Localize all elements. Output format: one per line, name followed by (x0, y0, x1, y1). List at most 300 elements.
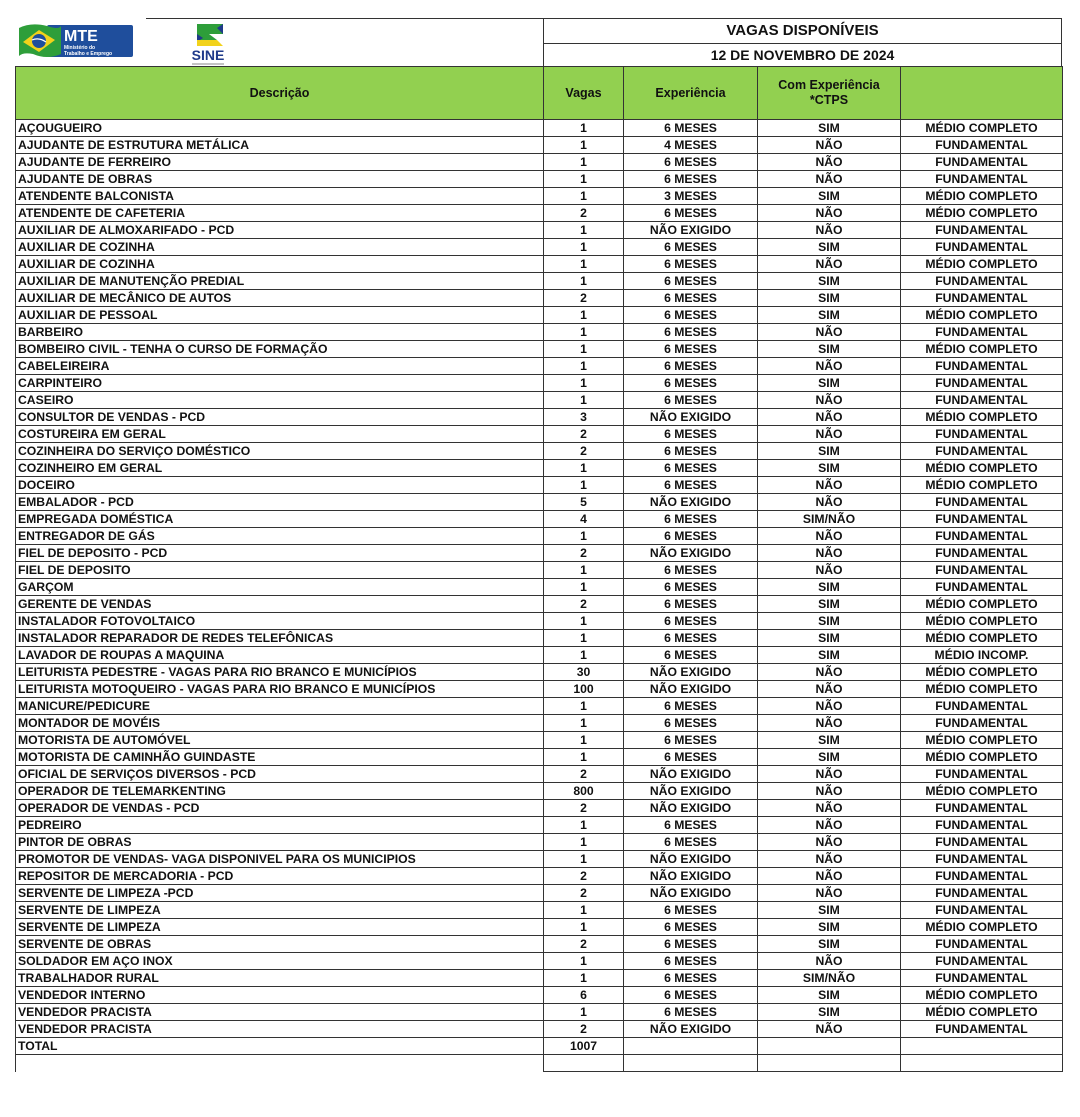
cell-escolaridade: MÉDIO COMPLETO (901, 732, 1063, 749)
cell-descricao: AUXILIAR DE MANUTENÇÃO PREDIAL (16, 273, 544, 290)
cell-vagas: 1 (544, 851, 624, 868)
cell-com-experiencia: NÃO (758, 817, 901, 834)
total-label: TOTAL (16, 1038, 544, 1055)
cell-escolaridade: MÉDIO COMPLETO (901, 409, 1063, 426)
table-row (16, 987, 1063, 1004)
cell-escolaridade: FUNDAMENTAL (901, 443, 1063, 460)
blank-cell (901, 1055, 1063, 1072)
table-header-row (16, 67, 1063, 120)
cell-descricao: AUXILIAR DE COZINHA (16, 239, 544, 256)
cell-descricao: OPERADOR DE VENDAS - PCD (16, 800, 544, 817)
cell-descricao: CABELEIREIRA (16, 358, 544, 375)
cell-descricao: MANICURE/PEDICURE (16, 698, 544, 715)
cell-escolaridade: FUNDAMENTAL (901, 171, 1063, 188)
cell-com-experiencia: SIM/NÃO (758, 511, 901, 528)
cell-escolaridade: FUNDAMENTAL (901, 579, 1063, 596)
cell-experiencia: 6 MESES (624, 919, 758, 936)
cell-vagas: 30 (544, 664, 624, 681)
table-row (16, 239, 1063, 256)
cell-descricao: AJUDANTE DE FERREIRO (16, 154, 544, 171)
cell-escolaridade: FUNDAMENTAL (901, 902, 1063, 919)
cell-com-experiencia: SIM (758, 120, 901, 137)
table-row (16, 817, 1063, 834)
cell-com-experiencia: SIM (758, 732, 901, 749)
cell-descricao: CARPINTEIRO (16, 375, 544, 392)
table-row (16, 443, 1063, 460)
cell-vagas: 2 (544, 205, 624, 222)
cell-escolaridade: FUNDAMENTAL (901, 358, 1063, 375)
cell-descricao: EMPREGADA DOMÉSTICA (16, 511, 544, 528)
cell-experiencia: 6 MESES (624, 698, 758, 715)
cell-com-experiencia: NÃO (758, 154, 901, 171)
cell-escolaridade: MÉDIO COMPLETO (901, 919, 1063, 936)
cell-com-experiencia: NÃO (758, 426, 901, 443)
table-row (16, 290, 1063, 307)
cell-experiencia: 6 MESES (624, 715, 758, 732)
cell-vagas: 1 (544, 698, 624, 715)
cell-com-experiencia: SIM (758, 460, 901, 477)
cell-com-experiencia: NÃO (758, 1021, 901, 1038)
cell-experiencia: 6 MESES (624, 647, 758, 664)
cell-escolaridade: FUNDAMENTAL (901, 290, 1063, 307)
cell-descricao: SERVENTE DE LIMPEZA -PCD (16, 885, 544, 902)
cell-vagas: 100 (544, 681, 624, 698)
cell-com-experiencia: SIM (758, 613, 901, 630)
cell-vagas: 1 (544, 647, 624, 664)
cell-com-experiencia: NÃO (758, 256, 901, 273)
cell-experiencia: 6 MESES (624, 171, 758, 188)
cell-vagas: 1 (544, 749, 624, 766)
cell-com-experiencia: SIM (758, 273, 901, 290)
cell-experiencia: NÃO EXIGIDO (624, 885, 758, 902)
cell-vagas: 1 (544, 341, 624, 358)
cell-descricao: DOCEIRO (16, 477, 544, 494)
cell-vagas: 1 (544, 324, 624, 341)
cell-escolaridade: FUNDAMENTAL (901, 511, 1063, 528)
cell-com-experiencia: SIM (758, 188, 901, 205)
table-row (16, 868, 1063, 885)
cell-com-experiencia: SIM/NÃO (758, 970, 901, 987)
cell-experiencia: 6 MESES (624, 375, 758, 392)
cell-escolaridade: MÉDIO COMPLETO (901, 205, 1063, 222)
cell-descricao: OPERADOR DE TELEMARKENTING (16, 783, 544, 800)
table-row (16, 732, 1063, 749)
cell-vagas: 1 (544, 460, 624, 477)
cell-descricao: AUXILIAR DE ALMOXARIFADO - PCD (16, 222, 544, 239)
cell-experiencia: NÃO EXIGIDO (624, 545, 758, 562)
cell-com-experiencia: SIM (758, 375, 901, 392)
table-row (16, 800, 1063, 817)
cell-escolaridade: MÉDIO COMPLETO (901, 1004, 1063, 1021)
cell-vagas: 1 (544, 154, 624, 171)
cell-descricao: INSTALADOR FOTOVOLTAICO (16, 613, 544, 630)
cell-escolaridade: FUNDAMENTAL (901, 562, 1063, 579)
cell-escolaridade: FUNDAMENTAL (901, 936, 1063, 953)
cell-escolaridade: MÉDIO COMPLETO (901, 120, 1063, 137)
cell-experiencia: NÃO EXIGIDO (624, 681, 758, 698)
cell-experiencia: 6 MESES (624, 392, 758, 409)
cell-vagas: 1 (544, 256, 624, 273)
column-header-descricao: Descrição (16, 67, 544, 120)
cell-experiencia: NÃO EXIGIDO (624, 800, 758, 817)
cell-escolaridade: MÉDIO COMPLETO (901, 341, 1063, 358)
cell-vagas: 1 (544, 579, 624, 596)
cell-vagas: 1 (544, 273, 624, 290)
column-header-com-experiencia (758, 67, 901, 120)
cell-escolaridade: FUNDAMENTAL (901, 528, 1063, 545)
cell-descricao: INSTALADOR REPARADOR DE REDES TELEFÔNICAS (16, 630, 544, 647)
cell-escolaridade: FUNDAMENTAL (901, 154, 1063, 171)
cell-vagas: 1 (544, 732, 624, 749)
table-row (16, 137, 1063, 154)
cell-experiencia: 6 MESES (624, 324, 758, 341)
cell-vagas: 1 (544, 392, 624, 409)
table-row (16, 511, 1063, 528)
cell-escolaridade: MÉDIO COMPLETO (901, 477, 1063, 494)
cell-escolaridade: MÉDIO COMPLETO (901, 749, 1063, 766)
table-row (16, 783, 1063, 800)
cell-experiencia: 6 MESES (624, 120, 758, 137)
table-row (16, 596, 1063, 613)
cell-experiencia: 6 MESES (624, 358, 758, 375)
table-row (16, 562, 1063, 579)
job-vacancies-sheet (15, 18, 1062, 1072)
mte-logo-text: MTE (64, 28, 98, 45)
cell-com-experiencia: NÃO (758, 545, 901, 562)
cell-vagas: 1 (544, 562, 624, 579)
cell-descricao: FIEL DE DEPOSITO (16, 562, 544, 579)
table-row (16, 528, 1063, 545)
blank-cell (16, 1055, 544, 1072)
cell-escolaridade: FUNDAMENTAL (901, 375, 1063, 392)
table-row (16, 698, 1063, 715)
cell-escolaridade: MÉDIO COMPLETO (901, 630, 1063, 647)
table-row (16, 154, 1063, 171)
cell-vagas: 1 (544, 902, 624, 919)
cell-escolaridade: FUNDAMENTAL (901, 273, 1063, 290)
cell-com-experiencia: NÃO (758, 171, 901, 188)
cell-escolaridade: FUNDAMENTAL (901, 817, 1063, 834)
cell-experiencia: 6 MESES (624, 579, 758, 596)
mte-logo (17, 22, 135, 60)
cell-experiencia: 6 MESES (624, 341, 758, 358)
cell-descricao: GARÇOM (16, 579, 544, 596)
cell-vagas: 4 (544, 511, 624, 528)
cell-escolaridade: FUNDAMENTAL (901, 1021, 1063, 1038)
svg-text:Ministério do: Ministério do (64, 45, 96, 51)
cell-experiencia: 6 MESES (624, 239, 758, 256)
cell-experiencia: NÃO EXIGIDO (624, 494, 758, 511)
total-empty-cell (624, 1038, 758, 1055)
cell-com-experiencia: NÃO (758, 783, 901, 800)
cell-com-experiencia: NÃO (758, 477, 901, 494)
cell-escolaridade: FUNDAMENTAL (901, 800, 1063, 817)
sheet-header (15, 18, 1062, 66)
cell-escolaridade: MÉDIO COMPLETO (901, 256, 1063, 273)
cell-descricao: BOMBEIRO CIVIL - TENHA O CURSO DE FORMAÇÃO (16, 341, 544, 358)
table-row (16, 630, 1063, 647)
cell-vagas: 1 (544, 613, 624, 630)
cell-experiencia: NÃO EXIGIDO (624, 664, 758, 681)
cell-com-experiencia: SIM (758, 443, 901, 460)
cell-descricao: TRABALHADOR RURAL (16, 970, 544, 987)
cell-descricao: AJUDANTE DE ESTRUTURA METÁLICA (16, 137, 544, 154)
cell-com-experiencia: SIM (758, 987, 901, 1004)
cell-descricao: OFICIAL DE SERVIÇOS DIVERSOS - PCD (16, 766, 544, 783)
cell-escolaridade: FUNDAMENTAL (901, 222, 1063, 239)
cell-com-experiencia: SIM (758, 902, 901, 919)
cell-escolaridade: MÉDIO INCOMP. (901, 647, 1063, 664)
title-box (543, 18, 1062, 66)
cell-vagas: 1 (544, 630, 624, 647)
cell-experiencia: 6 MESES (624, 443, 758, 460)
cell-escolaridade: FUNDAMENTAL (901, 545, 1063, 562)
cell-com-experiencia: NÃO (758, 494, 901, 511)
cell-descricao: SERVENTE DE OBRAS (16, 936, 544, 953)
table-row (16, 613, 1063, 630)
cell-experiencia: 6 MESES (624, 732, 758, 749)
table-row (16, 188, 1063, 205)
cell-vagas: 2 (544, 936, 624, 953)
table-row (16, 970, 1063, 987)
cell-com-experiencia: SIM (758, 579, 901, 596)
cell-vagas: 2 (544, 800, 624, 817)
cell-descricao: AJUDANTE DE OBRAS (16, 171, 544, 188)
cell-experiencia: NÃO EXIGIDO (624, 766, 758, 783)
cell-vagas: 2 (544, 868, 624, 885)
cell-vagas: 5 (544, 494, 624, 511)
table-row (16, 834, 1063, 851)
blank-cell (758, 1055, 901, 1072)
column-header-escolaridade (901, 67, 1063, 120)
cell-com-experiencia: SIM (758, 341, 901, 358)
cell-descricao: PROMOTOR DE VENDAS- VAGA DISPONIVEL PARA OS MUNICIPIOS (16, 851, 544, 868)
table-row (16, 307, 1063, 324)
cell-escolaridade: MÉDIO COMPLETO (901, 460, 1063, 477)
total-empty-cell (901, 1038, 1063, 1055)
table-row (16, 273, 1063, 290)
cell-vagas: 1 (544, 171, 624, 188)
table-row (16, 426, 1063, 443)
cell-descricao: PINTOR DE OBRAS (16, 834, 544, 851)
cell-vagas: 1 (544, 137, 624, 154)
cell-experiencia: 6 MESES (624, 426, 758, 443)
table-row (16, 324, 1063, 341)
cell-descricao: AÇOUGUEIRO (16, 120, 544, 137)
table-row (16, 205, 1063, 222)
cell-com-experiencia: NÃO (758, 392, 901, 409)
cell-escolaridade: FUNDAMENTAL (901, 715, 1063, 732)
cell-experiencia: 6 MESES (624, 953, 758, 970)
cell-com-experiencia: NÃO (758, 698, 901, 715)
table-row (16, 171, 1063, 188)
cell-vagas: 2 (544, 885, 624, 902)
cell-experiencia: 6 MESES (624, 817, 758, 834)
cell-com-experiencia: NÃO (758, 324, 901, 341)
cell-descricao: LAVADOR DE ROUPAS A MAQUINA (16, 647, 544, 664)
total-row (16, 1038, 1063, 1055)
cell-experiencia: 6 MESES (624, 987, 758, 1004)
logos-area (15, 18, 543, 66)
cell-experiencia: 6 MESES (624, 205, 758, 222)
table-row (16, 341, 1063, 358)
cell-escolaridade: FUNDAMENTAL (901, 239, 1063, 256)
cell-vagas: 1 (544, 239, 624, 256)
cell-com-experiencia: NÃO (758, 137, 901, 154)
cell-descricao: MOTORISTA DE CAMINHÃO GUINDASTE (16, 749, 544, 766)
cell-experiencia: NÃO EXIGIDO (624, 851, 758, 868)
cell-com-experiencia: NÃO (758, 715, 901, 732)
svg-text:Trabalho e Emprego: Trabalho e Emprego (64, 51, 113, 57)
report-date: 12 DE NOVEMBRO DE 2024 (710, 47, 895, 63)
cell-com-experiencia: NÃO (758, 800, 901, 817)
blank-row (16, 1055, 1063, 1072)
cell-descricao: SERVENTE DE LIMPEZA (16, 919, 544, 936)
table-row (16, 902, 1063, 919)
cell-experiencia: 6 MESES (624, 528, 758, 545)
table-row (16, 953, 1063, 970)
cell-experiencia: 6 MESES (624, 460, 758, 477)
table-row (16, 392, 1063, 409)
table-row (16, 885, 1063, 902)
cell-descricao: ENTREGADOR DE GÁS (16, 528, 544, 545)
cell-com-experiencia: NÃO (758, 766, 901, 783)
cell-escolaridade: FUNDAMENTAL (901, 698, 1063, 715)
cell-vagas: 1 (544, 919, 624, 936)
cell-vagas: 1 (544, 120, 624, 137)
cell-descricao: REPOSITOR DE MERCADORIA - PCD (16, 868, 544, 885)
blank-cell (624, 1055, 758, 1072)
cell-descricao: FIEL DE DEPOSITO - PCD (16, 545, 544, 562)
cell-com-experiencia: SIM (758, 630, 901, 647)
cell-escolaridade: FUNDAMENTAL (901, 953, 1063, 970)
table-row (16, 358, 1063, 375)
cell-escolaridade: MÉDIO COMPLETO (901, 596, 1063, 613)
cell-escolaridade: FUNDAMENTAL (901, 868, 1063, 885)
cell-com-experiencia: NÃO (758, 205, 901, 222)
cell-com-experiencia: NÃO (758, 851, 901, 868)
cell-vagas: 1 (544, 188, 624, 205)
cell-vagas: 1 (544, 817, 624, 834)
cell-escolaridade: MÉDIO COMPLETO (901, 681, 1063, 698)
cell-escolaridade: MÉDIO COMPLETO (901, 307, 1063, 324)
cell-com-experiencia: NÃO (758, 868, 901, 885)
cell-descricao: BARBEIRO (16, 324, 544, 341)
cell-com-experiencia: NÃO (758, 528, 901, 545)
column-header-vagas: Vagas (544, 67, 624, 120)
cell-escolaridade: MÉDIO COMPLETO (901, 613, 1063, 630)
table-row (16, 222, 1063, 239)
cell-descricao: COZINHEIRO EM GERAL (16, 460, 544, 477)
cell-experiencia: 6 MESES (624, 613, 758, 630)
cell-escolaridade: FUNDAMENTAL (901, 970, 1063, 987)
cell-descricao: SOLDADOR EM AÇO INOX (16, 953, 544, 970)
vacancies-table (15, 66, 1063, 1072)
table-row (16, 494, 1063, 511)
table-row (16, 409, 1063, 426)
cell-vagas: 2 (544, 1021, 624, 1038)
cell-escolaridade: MÉDIO COMPLETO (901, 783, 1063, 800)
cell-vagas: 1 (544, 477, 624, 494)
cell-experiencia: 6 MESES (624, 477, 758, 494)
cell-escolaridade: FUNDAMENTAL (901, 392, 1063, 409)
cell-descricao: LEITURISTA PEDESTRE - VAGAS PARA RIO BRANCO E MUNICÍPIOS (16, 664, 544, 681)
cell-experiencia: NÃO EXIGIDO (624, 1021, 758, 1038)
cell-descricao: PEDREIRO (16, 817, 544, 834)
cell-descricao: CASEIRO (16, 392, 544, 409)
cell-experiencia: 6 MESES (624, 902, 758, 919)
cell-vagas: 1 (544, 307, 624, 324)
cell-escolaridade: FUNDAMENTAL (901, 885, 1063, 902)
cell-descricao: ATENDENTE DE CAFETERIA (16, 205, 544, 222)
cell-vagas: 1 (544, 375, 624, 392)
cell-escolaridade: MÉDIO COMPLETO (901, 664, 1063, 681)
total-empty-cell (758, 1038, 901, 1055)
cell-experiencia: 6 MESES (624, 596, 758, 613)
sine-logo (183, 20, 233, 66)
cell-com-experiencia: NÃO (758, 885, 901, 902)
cell-descricao: VENDEDOR INTERNO (16, 987, 544, 1004)
cell-escolaridade: MÉDIO COMPLETO (901, 987, 1063, 1004)
cell-experiencia: 6 MESES (624, 630, 758, 647)
table-row (16, 851, 1063, 868)
cell-vagas: 1 (544, 953, 624, 970)
cell-vagas: 1 (544, 1004, 624, 1021)
cell-descricao: AUXILIAR DE MECÂNICO DE AUTOS (16, 290, 544, 307)
cell-descricao: EMBALADOR - PCD (16, 494, 544, 511)
cell-com-experiencia: SIM (758, 290, 901, 307)
cell-descricao: COZINHEIRA DO SERVIÇO DOMÉSTICO (16, 443, 544, 460)
cell-escolaridade: FUNDAMENTAL (901, 137, 1063, 154)
table-row (16, 579, 1063, 596)
table-row (16, 1004, 1063, 1021)
sine-logo-text: SINE (191, 47, 225, 63)
cell-vagas: 3 (544, 409, 624, 426)
cell-escolaridade: MÉDIO COMPLETO (901, 188, 1063, 205)
cell-experiencia: 6 MESES (624, 273, 758, 290)
cell-descricao: MONTADOR DE MOVÉIS (16, 715, 544, 732)
cell-com-experiencia: SIM (758, 749, 901, 766)
cell-com-experiencia: SIM (758, 1004, 901, 1021)
table-row (16, 647, 1063, 664)
table-row (16, 919, 1063, 936)
cell-experiencia: 6 MESES (624, 936, 758, 953)
column-header-experiencia: Experiência (624, 67, 758, 120)
column-header-com-experiencia-label: Com Experiência *CTPS (778, 78, 880, 107)
cell-vagas: 800 (544, 783, 624, 800)
cell-descricao: ATENDENTE BALCONISTA (16, 188, 544, 205)
cell-vagas: 6 (544, 987, 624, 1004)
cell-com-experiencia: NÃO (758, 358, 901, 375)
cell-experiencia: NÃO EXIGIDO (624, 783, 758, 800)
cell-vagas: 1 (544, 715, 624, 732)
table-row (16, 681, 1063, 698)
cell-com-experiencia: SIM (758, 596, 901, 613)
cell-experiencia: 6 MESES (624, 1004, 758, 1021)
cell-com-experiencia: SIM (758, 307, 901, 324)
cell-escolaridade: FUNDAMENTAL (901, 494, 1063, 511)
cell-descricao: GERENTE DE VENDAS (16, 596, 544, 613)
cell-descricao: MOTORISTA DE AUTOMÓVEL (16, 732, 544, 749)
cell-vagas: 1 (544, 528, 624, 545)
cell-vagas: 2 (544, 443, 624, 460)
cell-experiencia: NÃO EXIGIDO (624, 868, 758, 885)
table-row (16, 749, 1063, 766)
table-row (16, 545, 1063, 562)
cell-com-experiencia: NÃO (758, 953, 901, 970)
cell-com-experiencia: NÃO (758, 681, 901, 698)
cell-experiencia: 6 MESES (624, 256, 758, 273)
